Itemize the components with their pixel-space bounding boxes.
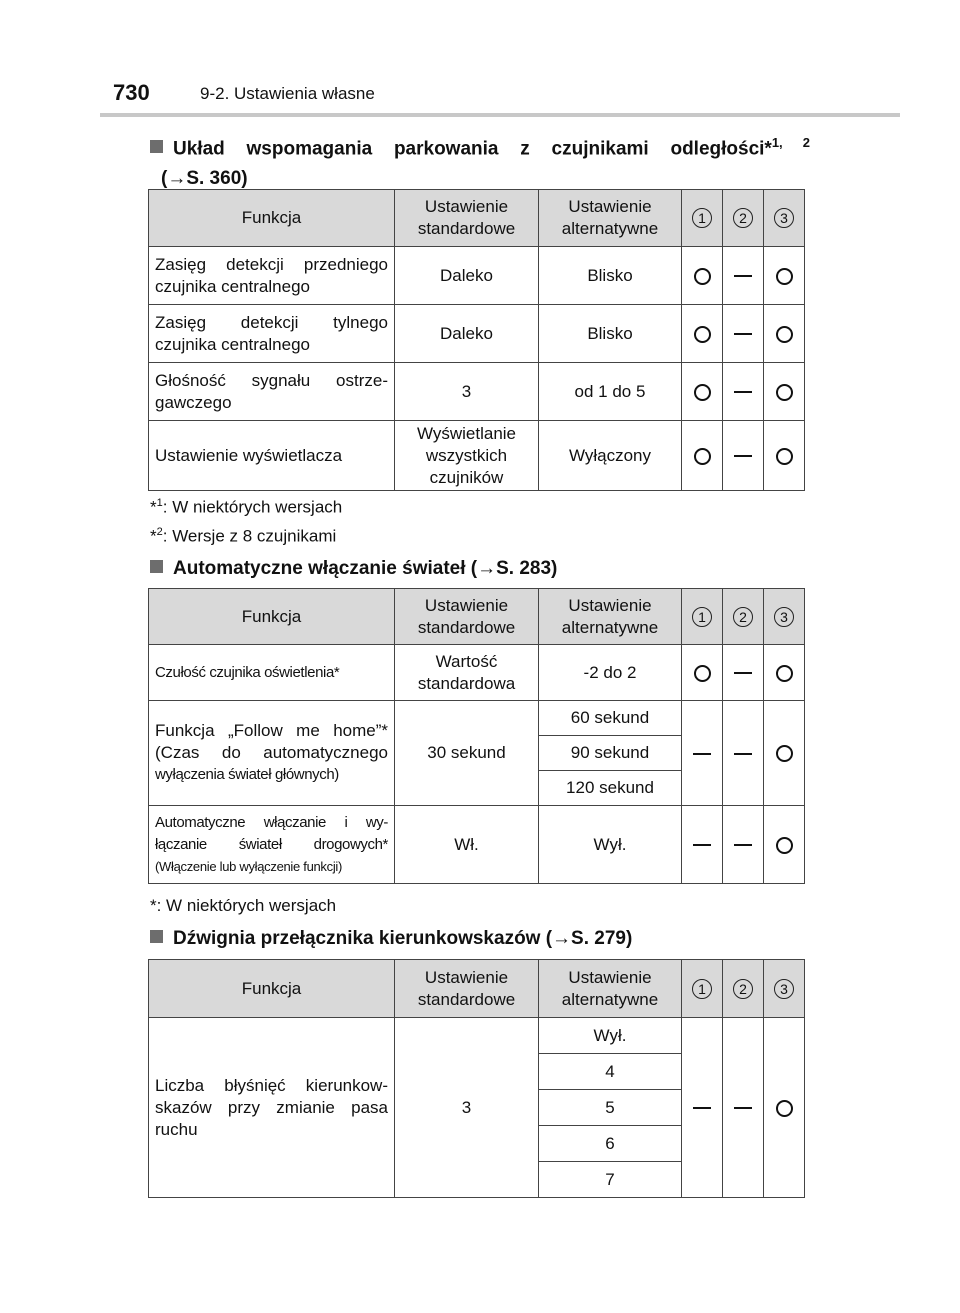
- col-3-icon: 3: [774, 607, 794, 627]
- col-3-icon: 3: [774, 979, 794, 999]
- function-label: Głośność sygnału ostrze-: [155, 370, 388, 390]
- alternative-value: Wył.: [539, 1018, 682, 1054]
- dash-icon: [693, 753, 711, 755]
- table-row: [149, 421, 805, 491]
- function-label: Zasięg detekcji przedniego: [155, 254, 388, 274]
- col-alternative: Ustawienie alternatywne: [539, 190, 682, 247]
- circle-icon: [776, 665, 793, 682]
- standard-value: 3: [395, 363, 539, 421]
- footnote-2: *$^2$: Wersje z 8 czujnikami: [150, 526, 337, 546]
- bullet-square-icon: [150, 140, 163, 153]
- section3-heading: Dźwignia przełącznika kierunkowskazów (→S. 279): [150, 924, 810, 954]
- alternative-value: 4: [539, 1054, 682, 1090]
- function-label: Ustawienie wyświetlacza: [149, 421, 395, 491]
- table-header-row: [149, 190, 805, 247]
- alternative-value: Wyłączony: [539, 421, 682, 491]
- table-row: Głośność sygnału ostrze- gawczego 3 od 1 do 5: [149, 363, 805, 421]
- table-header-row: [149, 960, 805, 1018]
- standard-value: Wyświetlanie wszystkich czujników: [395, 421, 539, 491]
- alternative-value: 120 sekund: [539, 771, 682, 806]
- col-1-icon: 1: [692, 607, 712, 627]
- circle-icon: [776, 268, 793, 285]
- function-label: Liczba błyśnięć kierunkow- skazów przy zmianie pasa ruchu: [149, 1018, 395, 1198]
- col-3-icon: 3: [774, 208, 794, 228]
- alternative-value: 60 sekund: [539, 701, 682, 736]
- function-label: Automatyczne włączanie i wy- łączanie świateł drogowych* (Włączenie lub wyłączenie funkcji): [149, 806, 395, 884]
- dash-icon: [734, 844, 752, 846]
- col-funkcja: Funkcja: [149, 960, 395, 1018]
- section1-table: [148, 189, 805, 491]
- alternative-value: 6: [539, 1126, 682, 1162]
- alternative-value: 5: [539, 1090, 682, 1126]
- table-row: [149, 806, 805, 884]
- table-header-row: [149, 589, 805, 645]
- col-standard: Ustawienie standardowe: [395, 960, 539, 1018]
- dash-icon: [734, 1107, 752, 1109]
- alternative-value: Wył.: [539, 806, 682, 884]
- col-2-icon: 2: [733, 979, 753, 999]
- circle-icon: [776, 1100, 793, 1117]
- standard-value: 30 sekund: [395, 701, 539, 806]
- dash-icon: [734, 753, 752, 755]
- circle-icon: [776, 837, 793, 854]
- table-row: Zasięg detekcji tylnego czujnika centralnego Daleko Blisko: [149, 305, 805, 363]
- col-funkcja: Funkcja: [149, 190, 395, 247]
- dash-icon: [734, 333, 752, 335]
- circle-icon: [776, 745, 793, 762]
- dash-icon: [693, 844, 711, 846]
- dash-icon: [734, 455, 752, 457]
- col-1-icon: 1: [692, 979, 712, 999]
- alternative-value: od 1 do 5: [539, 363, 682, 421]
- header-rule: [100, 113, 900, 117]
- alternative-value: Blisko: [539, 305, 682, 363]
- bullet-square-icon: [150, 930, 163, 943]
- circle-icon: [694, 384, 711, 401]
- alternative-value: -2 do 2: [539, 645, 682, 701]
- dash-icon: [734, 391, 752, 393]
- table-row: [149, 1018, 805, 1054]
- col-alternative: Ustawienie alternatywne: [539, 589, 682, 645]
- standard-value: Daleko: [395, 305, 539, 363]
- col-alternative: Ustawienie alternatywne: [539, 960, 682, 1018]
- page-number: 730: [113, 80, 150, 105]
- standard-value: Wartość standardowa: [395, 645, 539, 701]
- chapter-title: 9-2. Ustawienia własne: [200, 84, 375, 103]
- standard-value: Daleko: [395, 247, 539, 305]
- section1-heading: Układ wspomagania parkowania z czujnikami odległości*$^{1, 2}$ (→S. 360): [150, 128, 810, 194]
- circle-icon: [694, 268, 711, 285]
- col-standard: Ustawienie standardowe: [395, 190, 539, 247]
- footnote-3: *: W niektórych wersjach: [150, 896, 337, 915]
- section3-table: [148, 959, 805, 1198]
- section2-heading: Automatyczne włączanie świateł (→S. 283): [150, 554, 810, 584]
- function-label: Funkcja „Follow me home”* (Czas do automatycznego wyłączenia świateł głównych): [149, 701, 395, 806]
- footnote-1: *$^1$: W niektórych wersjach: [150, 497, 343, 517]
- standard-value: 3: [395, 1018, 539, 1198]
- circle-icon: [776, 448, 793, 465]
- standard-value: Wł.: [395, 806, 539, 884]
- circle-icon: [694, 448, 711, 465]
- alternative-value: Blisko: [539, 247, 682, 305]
- table-row: [149, 645, 805, 701]
- bullet-square-icon: [150, 560, 163, 573]
- table-row: [149, 701, 805, 736]
- function-label: Czułość czujnika oświetlenia*: [149, 645, 395, 701]
- table-row: Zasięg detekcji przedniego czujnika centralnego Daleko Blisko: [149, 247, 805, 305]
- circle-icon: [776, 326, 793, 343]
- col-2-icon: 2: [733, 208, 753, 228]
- function-label: Zasięg detekcji tylnego: [155, 312, 388, 332]
- alternative-value: 90 sekund: [539, 736, 682, 771]
- col-1-icon: 1: [692, 208, 712, 228]
- dash-icon: [734, 672, 752, 674]
- circle-icon: [776, 384, 793, 401]
- circle-icon: [694, 326, 711, 343]
- dash-icon: [734, 275, 752, 277]
- circle-icon: [694, 665, 711, 682]
- col-standard: Ustawienie standardowe: [395, 589, 539, 645]
- col-funkcja: Funkcja: [149, 589, 395, 645]
- dash-icon: [693, 1107, 711, 1109]
- alternative-value: 7: [539, 1162, 682, 1198]
- section2-table: [148, 588, 805, 884]
- col-2-icon: 2: [733, 607, 753, 627]
